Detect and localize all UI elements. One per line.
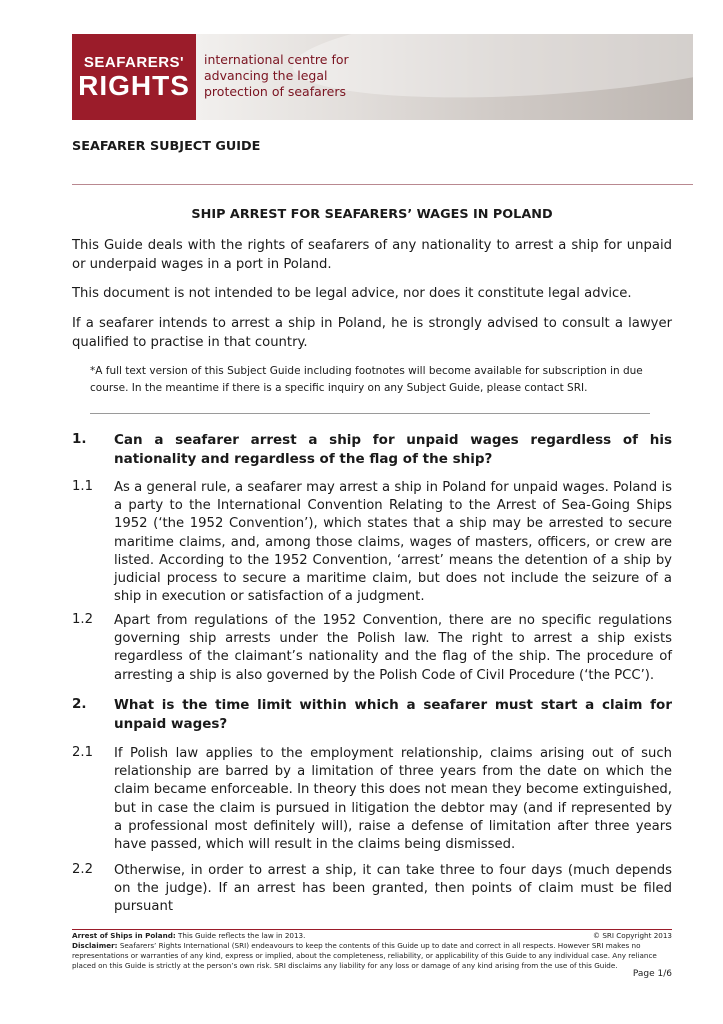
seafarers-rights-logo: [72, 34, 196, 120]
item-number: 1.2: [72, 612, 93, 627]
section-number: 2.: [72, 696, 87, 712]
divider: [90, 413, 650, 414]
section-heading: Can a seafarer arrest a ship for unpaid wages regardless of his nationality and regardless of the flag of the ship?: [114, 432, 672, 467]
item-number: 2.1: [72, 745, 93, 760]
intro-paragraph: This Guide deals with the rights of seafarers of any nationality to arrest a ship for unpaid or underpaid wages in a port in Poland.: [72, 238, 672, 272]
footer-label-bold: Arrest of Ships in Poland:: [72, 931, 176, 940]
tagline: [204, 52, 349, 100]
footer: [72, 931, 672, 971]
logo-line1: SEAFARERS': [83, 54, 185, 71]
disclaimer: [72, 941, 672, 971]
tagline-line: international centre for: [204, 52, 349, 67]
copyright-text: © SRI Copyright 2013: [592, 931, 672, 940]
item-text: As a general rule, a seafarer may arrest a ship in Poland for unpaid wages. Poland is a party to the International Convention Relating to the Arrest of Sea-Going Ships 1952 (‘the 1952 Convention’), which states that a ship may be arrested to secure maritime claims, and, among those claims, wages of masters, officers, or crew are listed. According to the 1952 Convention, ‘arrest’ means the detention of a ship by judicial process to secure a maritime claim, but does not include the seizure of a ship in execution or satisfaction of a judgment.: [114, 480, 672, 605]
page-title: SHIP ARREST FOR SEAFARERS’ WAGES IN POLAND: [191, 207, 553, 222]
footer-row: [72, 931, 672, 941]
intro-paragraph: If a seafarer intends to arrest a ship in Poland, he is strongly advised to consult a lawyer qualified to practise in that country.: [72, 316, 672, 350]
section-heading: What is the time limit within which a seafarer must start a claim for unpaid wages?: [114, 697, 672, 732]
page-number: Page 1/6: [632, 969, 672, 979]
disclaimer-label: Disclaimer:: [72, 941, 118, 950]
subject-guide-label: SEAFARER SUBJECT GUIDE: [72, 139, 261, 154]
item-text: If Polish law applies to the employment relationship, claims arising out of such relationship are barred by a limitation of three years from the date on which the claim became enforceable. In theory this does not mean they become extinguished, but in case the claim is pursued in litigation the debtor may (and if represented by a professional most definitely will), raise a defense of limitation after three years have passed, which will result in the claims being dismissed.: [114, 746, 672, 853]
footer-label-text: This Guide reflects the law in 2013.: [175, 931, 306, 940]
section-number: 1.: [72, 431, 87, 447]
footnote-note: *A full text version of this Subject Guide including footnotes will become available for subscription in due course. In the meantime if there is a specific inquiry on any Subject Guide, please contact SRI.: [90, 365, 643, 394]
logo-line2: RIGHTS: [78, 70, 190, 101]
footer-label: [72, 931, 305, 941]
item-number: 1.1: [72, 479, 93, 494]
intro-paragraph: This document is not intended to be legal advice, nor does it constitute legal advice.: [72, 286, 632, 301]
banner-swoosh: [289, 34, 693, 112]
item-number: 2.2: [72, 862, 93, 877]
disclaimer-text: Seafarers’ Rights International (SRI) endeavours to keep the contents of this Guide up to date and correct in all respects. However SRI makes no representations or warranties of any kind, express or implied, about the completeness, reliability, or applicability of this Guide to any individual case. Any reliance placed on this Guide is strictly at the person’s own risk. SRI disclaims any liability for any loss or damage of any kind arising from the use of this Guide.: [72, 941, 657, 970]
item-text: Apart from regulations of the 1952 Convention, there are no specific regulations governing ship arrests under the Polish law. The right to arrest a ship exists regardless of the claimant’s nationality and the flag of the ship. The procedure of arresting a ship is also governed by the Polish Code of Civil Procedure (‘the PCC’).: [114, 613, 672, 683]
header-banner: [72, 34, 693, 120]
footer-divider: [72, 929, 672, 930]
tagline-line: advancing the legal: [204, 68, 328, 83]
tagline-line: protection of seafarers: [204, 84, 346, 99]
divider: [72, 184, 693, 185]
item-text: Otherwise, in order to arrest a ship, it can take three to four days (much depends on the judge). If an arrest has been granted, then points of claim must be filed pursuant: [114, 863, 672, 915]
